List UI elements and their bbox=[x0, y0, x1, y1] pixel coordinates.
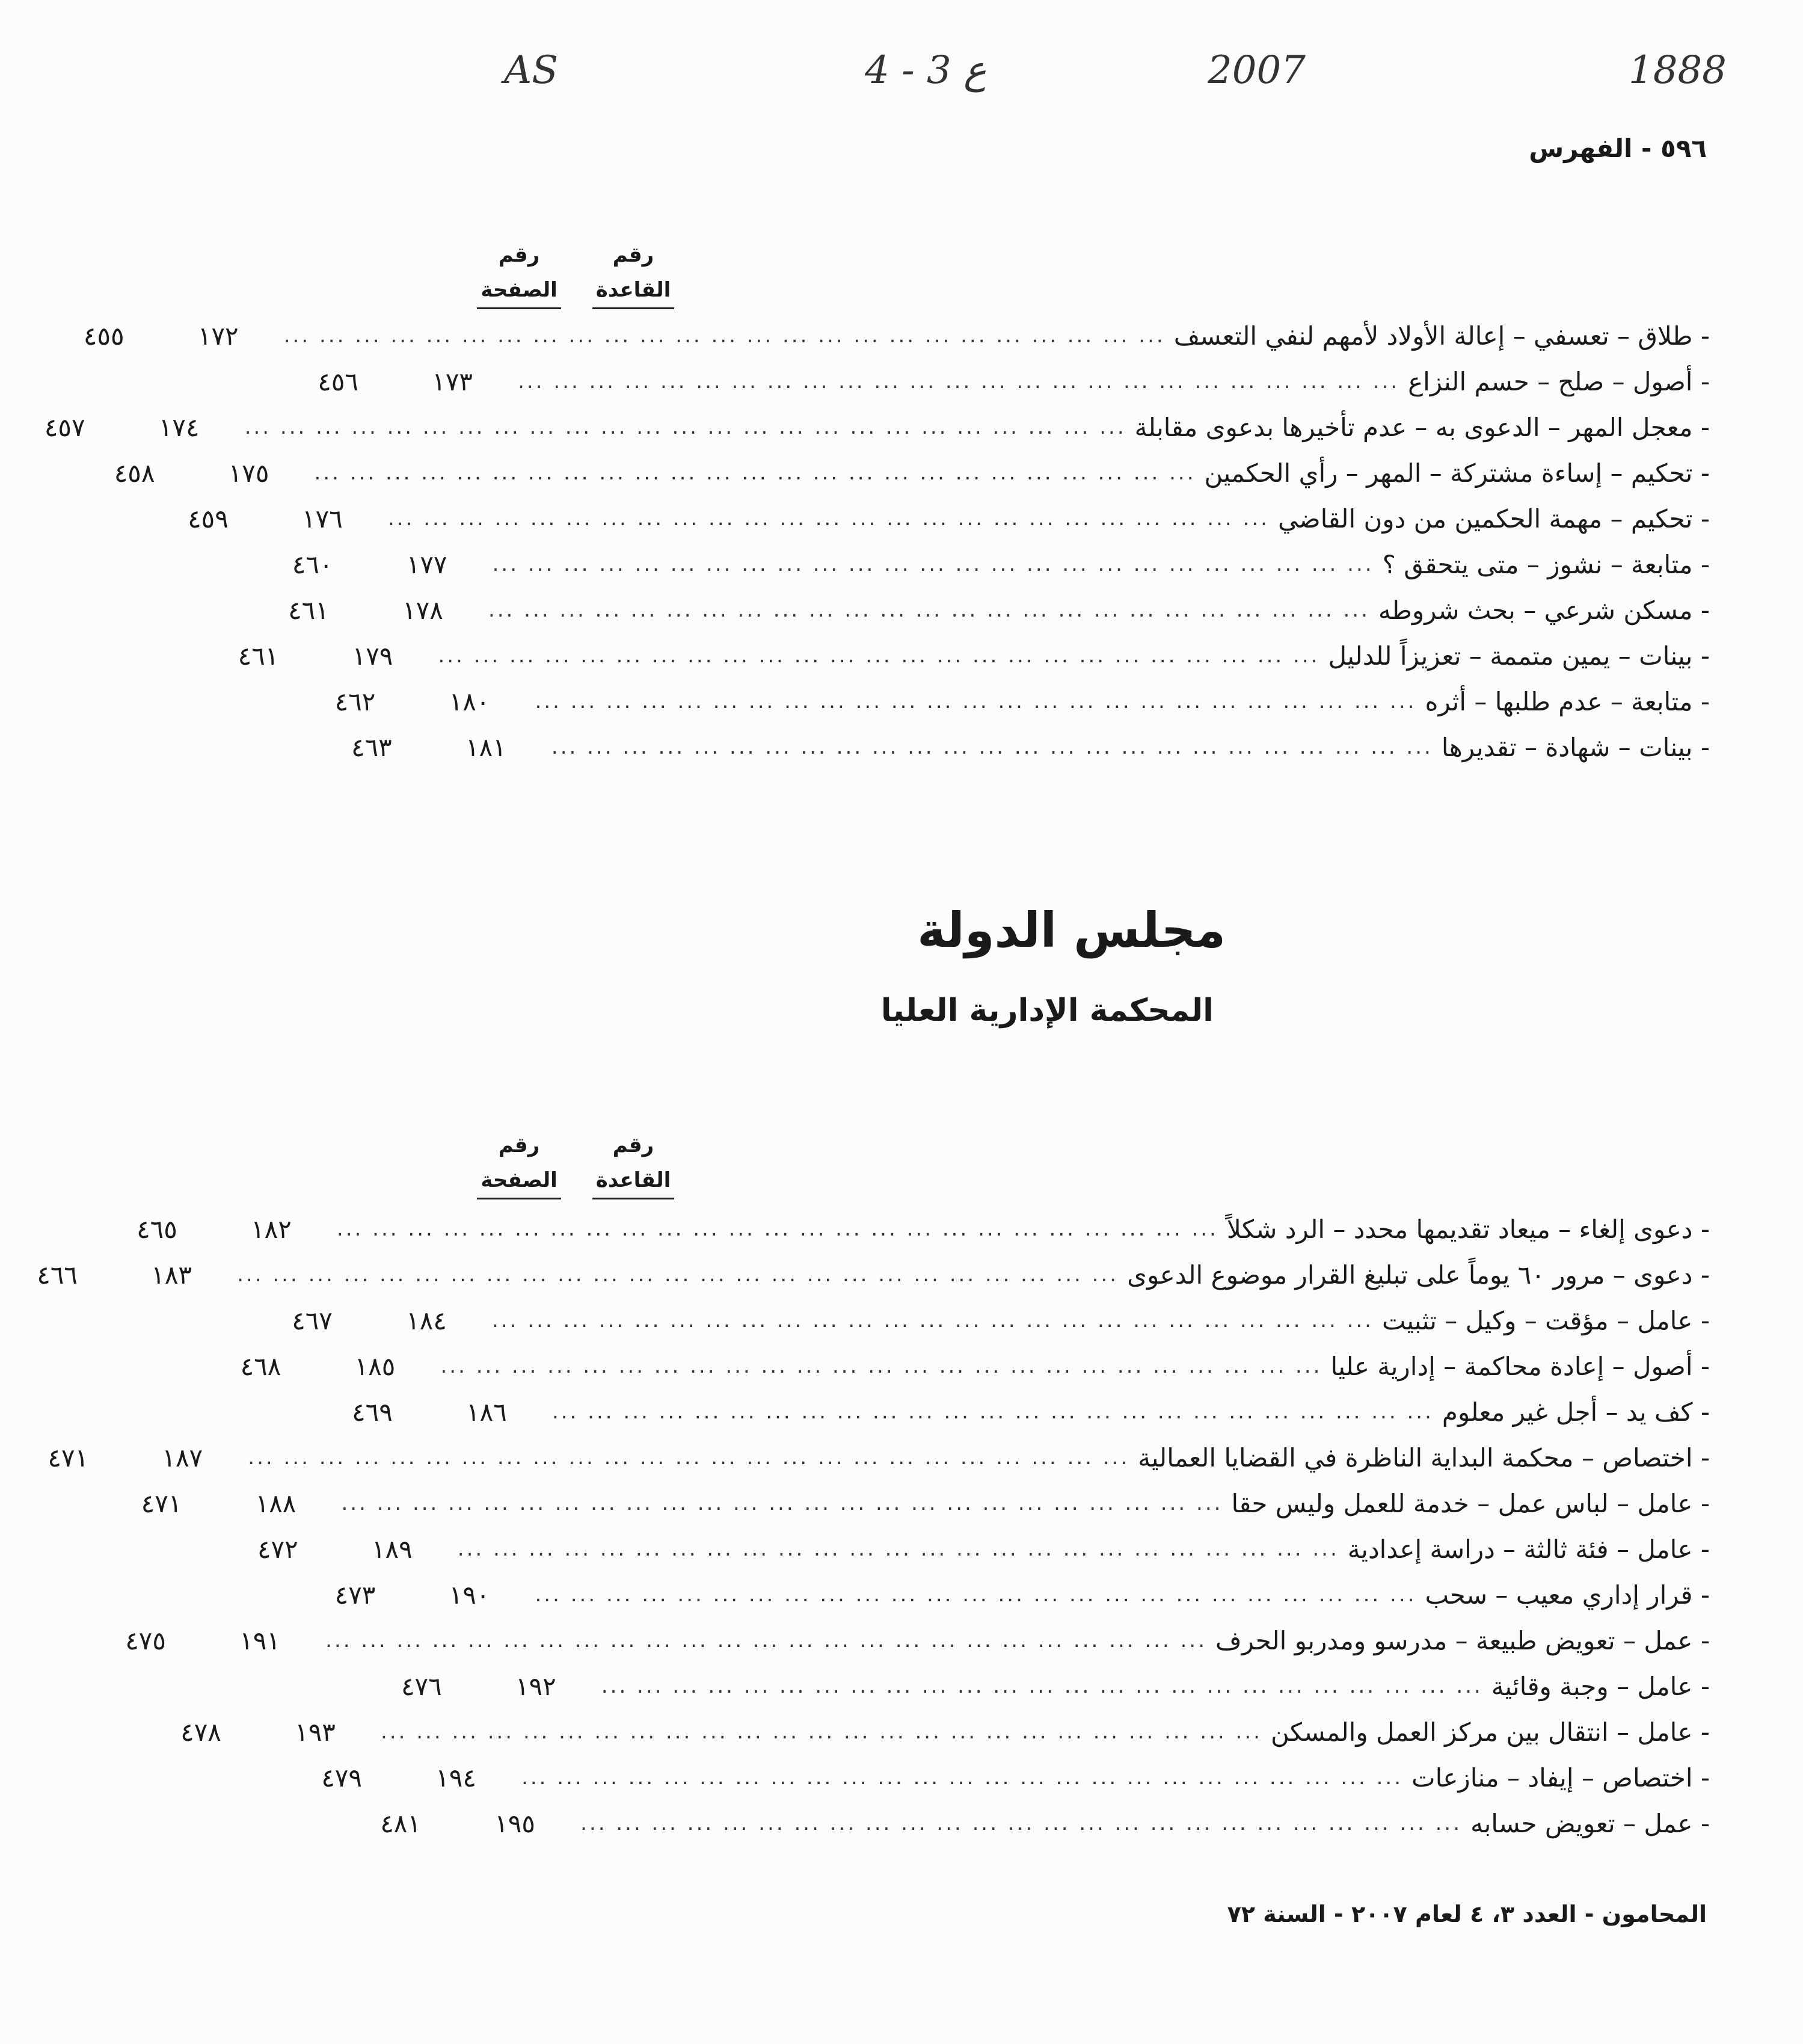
leader-dots: ... ... ... ... ... ... ... ... ... ... ... ... ... ... ... ... ... ... ... ... ... ... ... ... ... bbox=[248, 1445, 1130, 1470]
leader-dots: ... ... ... ... ... ... ... ... ... ... ... ... ... ... ... ... ... ... ... ... ... ... ... ... ... bbox=[457, 1537, 1339, 1561]
rule-number: ١٧٣ bbox=[432, 366, 473, 396]
leader-dots: ... ... ... ... ... ... ... ... ... ... ... ... ... ... ... ... ... ... ... ... ... ... ... ... ... bbox=[551, 1400, 1434, 1424]
page-number: ٤٧٨ bbox=[180, 1717, 221, 1747]
page-number: ٤٦٥ bbox=[137, 1214, 177, 1244]
rule-number-header bbox=[576, 238, 690, 309]
handwritten-year: 2007 bbox=[1208, 48, 1306, 93]
page-number: ٤٧٦ bbox=[401, 1671, 442, 1701]
entry-text: - مسكن شرعي – بحث شروطه bbox=[1378, 595, 1710, 625]
page-number-header bbox=[462, 238, 576, 309]
index-entry bbox=[188, 496, 1710, 541]
leader-dots: ... ... ... ... ... ... ... ... ... ... ... ... ... ... ... ... ... ... ... ... ... ... ... ... ... bbox=[244, 415, 1126, 439]
index-entry bbox=[83, 313, 1710, 359]
entry-text: - عامل – وجبة وقائية bbox=[1491, 1671, 1710, 1701]
index-entry bbox=[380, 1800, 1710, 1846]
handwritten-mark-left: AS bbox=[504, 48, 559, 93]
rule-number: ١٨١ bbox=[465, 732, 506, 762]
page-number: ٤٥٥ bbox=[83, 321, 124, 351]
index-entry bbox=[114, 450, 1710, 496]
leader-dots: ... ... ... ... ... ... ... ... ... ... ... ... ... ... ... ... ... ... ... ... ... ... ... ... ... bbox=[314, 461, 1196, 485]
leader-dots: ... ... ... ... ... ... ... ... ... ... ... ... ... ... ... ... ... ... ... ... ... ... ... ... ... bbox=[521, 1765, 1404, 1790]
page-number: ٤٨١ bbox=[380, 1808, 421, 1838]
rule-number: ١٧٧ bbox=[406, 549, 447, 579]
page-number: ٤٥٦ bbox=[318, 366, 358, 396]
leader-dots: ... ... ... ... ... ... ... ... ... ... ... ... ... ... ... ... ... ... ... ... ... ... ... ... ... bbox=[440, 1354, 1322, 1378]
index-entry bbox=[137, 1206, 1710, 1252]
leader-dots: ... ... ... ... ... ... ... ... ... ... ... ... ... ... ... ... ... ... ... ... ... ... ... ... ... bbox=[336, 1217, 1218, 1241]
entry-text: - دعوى إلغاء – ميعاد تقديمها محدد – الرد شكلاً bbox=[1226, 1214, 1710, 1244]
entry-text: - طلاق – تعسفي – إعالة الأولاد لأمهم لنفي التعسف bbox=[1173, 321, 1710, 351]
index-entry bbox=[240, 1343, 1710, 1389]
rule-header-top: رقم bbox=[612, 243, 654, 267]
index-entry bbox=[48, 1435, 1710, 1480]
page-header-top: رقم bbox=[498, 243, 540, 267]
entry-text: - عامل – مؤقت – وكيل – تثبيت bbox=[1382, 1305, 1710, 1335]
leader-dots: ... ... ... ... ... ... ... ... ... ... ... ... ... ... ... ... ... ... ... ... ... ... ... ... ... bbox=[341, 1491, 1223, 1515]
index-entry bbox=[352, 1389, 1710, 1435]
rule-header-top: رقم bbox=[612, 1133, 654, 1157]
rule-number: ١٨٠ bbox=[449, 686, 490, 716]
page-number: ٤٧٥ bbox=[125, 1625, 166, 1655]
rule-number: ١٧٥ bbox=[228, 458, 269, 488]
index-list-state-council bbox=[37, 1206, 1710, 1846]
leader-dots: ... ... ... ... ... ... ... ... ... ... ... ... ... ... ... ... ... ... ... ... ... ... ... ... ... bbox=[518, 369, 1400, 393]
entry-text: - عامل – لباس عمل – خدمة للعمل وليس حقا bbox=[1231, 1488, 1710, 1518]
index-entry bbox=[292, 1298, 1710, 1343]
entry-text: - عمل – تعويض حسابه bbox=[1470, 1808, 1710, 1838]
entry-text: - قرار إداري معيب – سحب bbox=[1425, 1580, 1710, 1610]
rule-header-bottom: القاعدة bbox=[592, 1163, 675, 1199]
leader-dots: ... ... ... ... ... ... ... ... ... ... ... ... ... ... ... ... ... ... ... ... ... ... ... ... ... bbox=[535, 689, 1417, 713]
rule-number: ١٧٦ bbox=[302, 503, 343, 534]
rule-number: ١٨٧ bbox=[162, 1442, 203, 1473]
leader-dots: ... ... ... ... ... ... ... ... ... ... ... ... ... ... ... ... ... ... ... ... ... ... ... ... ... bbox=[387, 506, 1270, 531]
index-entry bbox=[321, 1755, 1710, 1800]
index-entry bbox=[292, 541, 1710, 587]
page-number: ٤٦٣ bbox=[351, 732, 392, 762]
page-header-bottom: الصفحة bbox=[477, 272, 561, 309]
leader-dots: ... ... ... ... ... ... ... ... ... ... ... ... ... ... ... ... ... ... ... ... ... ... ... ... ... bbox=[438, 644, 1320, 668]
index-entry bbox=[318, 359, 1710, 404]
entry-text: - عامل – فئة ثالثة – دراسة إعدادية bbox=[1347, 1534, 1710, 1564]
rule-number: ١٨٢ bbox=[251, 1214, 292, 1244]
index-entry bbox=[351, 724, 1710, 770]
index-entry bbox=[37, 1252, 1710, 1298]
leader-dots: ... ... ... ... ... ... ... ... ... ... ... ... ... ... ... ... ... ... ... ... ... ... ... ... ... bbox=[283, 324, 1166, 348]
entry-text: - أصول – صلح – حسم النزاع bbox=[1408, 366, 1710, 396]
page-number: ٤٥٩ bbox=[188, 503, 229, 534]
entry-text: - أصول – إعادة محاكمة – إدارية عليا bbox=[1330, 1351, 1710, 1381]
page-number: ٤٥٧ bbox=[44, 412, 85, 442]
entry-text: - متابعة – عدم طلبها – أثره bbox=[1425, 686, 1710, 716]
footer: المحامون - العدد ٣، ٤ لعام ٢٠٠٧ - السنة ٧٢ bbox=[1227, 1901, 1707, 1927]
page-number: ٤٦٩ bbox=[352, 1397, 393, 1427]
page-number-header-2 bbox=[462, 1128, 576, 1199]
page-number: ٤٧٩ bbox=[321, 1762, 362, 1793]
leader-dots: ... ... ... ... ... ... ... ... ... ... ... ... ... ... ... ... ... ... ... ... ... ... ... ... ... bbox=[325, 1628, 1208, 1652]
leader-dots: ... ... ... ... ... ... ... ... ... ... ... ... ... ... ... ... ... ... ... ... ... ... ... ... ... bbox=[492, 1308, 1374, 1332]
page-number: ٤٦١ bbox=[288, 595, 329, 625]
index-entry bbox=[334, 679, 1710, 724]
entry-text: - تحكيم – إساءة مشتركة – المهر – رأي الحكمين bbox=[1204, 458, 1710, 488]
leader-dots: ... ... ... ... ... ... ... ... ... ... ... ... ... ... ... ... ... ... ... ... ... ... ... ... ... bbox=[488, 598, 1370, 622]
rule-number: ١٨٣ bbox=[151, 1260, 192, 1290]
entry-text: - تحكيم – مهمة الحكمين من دون القاضي bbox=[1277, 503, 1710, 534]
index-entry bbox=[238, 633, 1710, 679]
rule-number: ١٧٨ bbox=[402, 595, 443, 625]
rule-number: ١٨٤ bbox=[406, 1305, 447, 1335]
rule-number: ١٩٢ bbox=[515, 1671, 556, 1701]
rule-number: ١٩٠ bbox=[449, 1580, 490, 1610]
index-entry bbox=[288, 587, 1710, 633]
page-header-top: رقم bbox=[498, 1133, 540, 1157]
rule-number-header-2 bbox=[576, 1128, 690, 1199]
index-entry bbox=[334, 1572, 1710, 1618]
rule-number: ١٩٤ bbox=[435, 1762, 476, 1793]
index-entry bbox=[401, 1663, 1710, 1709]
entry-text: - دعوى – مرور ٦٠ يوماً على تبليغ القرار موضوع الدعوى bbox=[1127, 1260, 1710, 1290]
rule-number: ١٨٩ bbox=[371, 1534, 413, 1564]
page-number: ٤٦٠ bbox=[292, 549, 333, 579]
page-number: ٤٦٢ bbox=[334, 686, 376, 716]
page-number: ٤٦٧ bbox=[292, 1305, 333, 1335]
entry-text: - اختصاص – محكمة البداية الناظرة في القضايا العمالية bbox=[1138, 1442, 1710, 1473]
rule-number: ١٧٩ bbox=[352, 641, 393, 671]
index-entry bbox=[257, 1526, 1710, 1572]
page-header-bottom: الصفحة bbox=[477, 1163, 561, 1199]
section-subtitle: المحكمة الإدارية العليا bbox=[880, 993, 1214, 1029]
leader-dots: ... ... ... ... ... ... ... ... ... ... ... ... ... ... ... ... ... ... ... ... ... ... ... ... ... bbox=[237, 1263, 1119, 1287]
page-number: ٤٥٨ bbox=[114, 458, 155, 488]
rule-number: ١٩١ bbox=[239, 1625, 280, 1655]
rule-number: ١٨٨ bbox=[255, 1488, 296, 1518]
entry-text: - بينات – شهادة – تقديرها bbox=[1441, 732, 1710, 762]
page-number: ٤٦٦ bbox=[37, 1260, 78, 1290]
page-number: ٤٦٨ bbox=[240, 1351, 281, 1381]
page-number: ٤٧١ bbox=[48, 1442, 89, 1473]
entry-text: - كف يد – أجل غير معلوم bbox=[1442, 1397, 1710, 1427]
index-list-family-court bbox=[44, 313, 1710, 770]
leader-dots: ... ... ... ... ... ... ... ... ... ... ... ... ... ... ... ... ... ... ... ... ... ... ... ... ... bbox=[381, 1720, 1262, 1744]
entry-text: - عامل – انتقال بين مركز العمل والمسكن bbox=[1270, 1717, 1710, 1747]
rule-number: ١٨٦ bbox=[466, 1397, 507, 1427]
page-number: ٤٧٣ bbox=[334, 1580, 376, 1610]
rule-number: ١٧٢ bbox=[197, 321, 239, 351]
index-entry bbox=[180, 1709, 1710, 1755]
rule-number: ١٩٣ bbox=[295, 1717, 336, 1747]
entry-text: - متابعة – نشوز – متى يتحقق ؟ bbox=[1382, 549, 1710, 579]
running-head: ٥٩٦ - الفهرس bbox=[1529, 134, 1707, 163]
index-entry bbox=[141, 1480, 1710, 1526]
entry-text: - اختصاص – إيفاد – منازعات bbox=[1411, 1762, 1710, 1793]
index-entry bbox=[125, 1618, 1710, 1663]
rule-number: ١٧٤ bbox=[158, 412, 200, 442]
leader-dots: ... ... ... ... ... ... ... ... ... ... ... ... ... ... ... ... ... ... ... ... ... ... ... ... ... bbox=[601, 1674, 1483, 1698]
page-number: ٤٧٢ bbox=[257, 1534, 298, 1564]
entry-text: - معجل المهر – الدعوى به – عدم تأخيرها بدعوى مقابلة bbox=[1134, 412, 1710, 442]
index-entry bbox=[44, 404, 1710, 450]
rule-header-bottom: القاعدة bbox=[592, 272, 675, 309]
leader-dots: ... ... ... ... ... ... ... ... ... ... ... ... ... ... ... ... ... ... ... ... ... ... ... ... ... bbox=[580, 1811, 1463, 1835]
handwritten-mark-right: 1888 bbox=[1629, 48, 1727, 93]
leader-dots: ... ... ... ... ... ... ... ... ... ... ... ... ... ... ... ... ... ... ... ... ... ... ... ... ... bbox=[551, 735, 1433, 759]
section-title: مجلس الدولة bbox=[917, 902, 1226, 958]
leader-dots: ... ... ... ... ... ... ... ... ... ... ... ... ... ... ... ... ... ... ... ... ... ... ... ... ... bbox=[492, 552, 1374, 576]
entry-text: - عمل – تعويض طبيعة – مدرسو ومدربو الحرف bbox=[1215, 1625, 1710, 1655]
leader-dots: ... ... ... ... ... ... ... ... ... ... ... ... ... ... ... ... ... ... ... ... ... ... ... ... ... bbox=[535, 1583, 1417, 1607]
handwritten-mark-center: 4 - 3 ع bbox=[865, 48, 987, 93]
rule-number: ١٩٥ bbox=[494, 1808, 535, 1838]
page-number: ٤٧١ bbox=[141, 1488, 182, 1518]
entry-text: - بينات – يمين متممة – تعزيزاً للدليل bbox=[1328, 641, 1710, 671]
page-number: ٤٦١ bbox=[238, 641, 279, 671]
rule-number: ١٨٥ bbox=[354, 1351, 396, 1381]
